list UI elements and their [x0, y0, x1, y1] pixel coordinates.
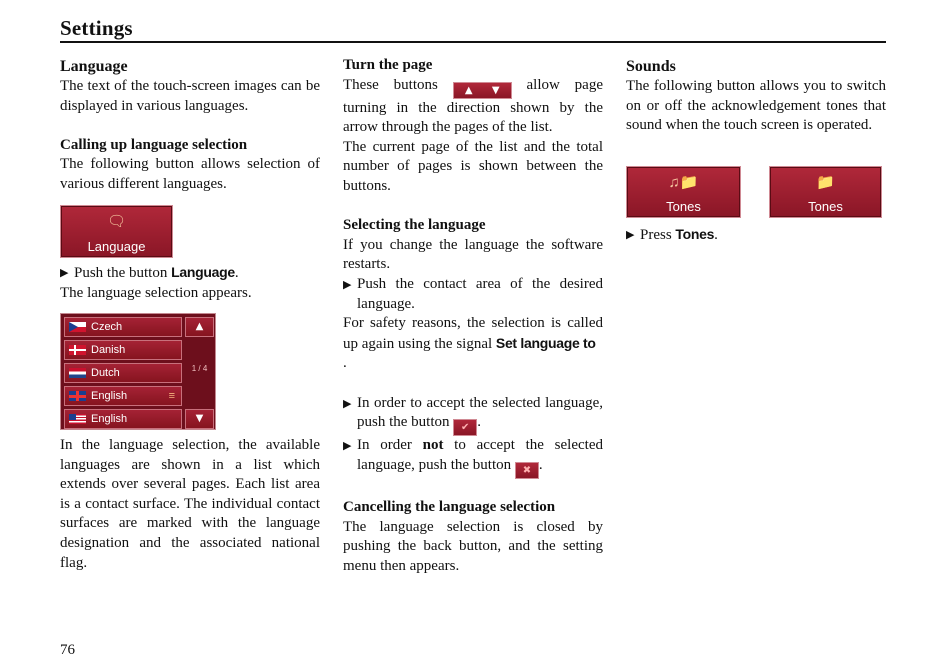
tones-on-label: Tones — [666, 199, 701, 214]
not-accept-instruction: ▶ In order not to accept the selected language, push the button ✖ . — [343, 436, 603, 479]
column-1-push — [60, 263, 320, 303]
language-list-image — [60, 313, 216, 430]
accept-instruction: ▶ In order to accept the selected language, push the button ✔ . — [343, 394, 603, 437]
language-icon: 🗨 — [106, 213, 127, 230]
flag-us-icon — [69, 414, 86, 424]
checkmark-icon: ✔ — [453, 419, 477, 436]
page-indicator: 1 / 4 — [191, 364, 208, 373]
title-rule — [60, 41, 886, 43]
tones-off-label: Tones — [808, 199, 843, 214]
column-2 — [343, 56, 603, 577]
column-1 — [60, 56, 320, 195]
tones-on-icon: ♫📁 — [668, 174, 699, 191]
column-1-bottom — [60, 436, 320, 573]
page-up-button-image: ▲ — [185, 317, 214, 337]
sounds-heading: Sounds — [626, 58, 676, 75]
language-button-image — [60, 205, 173, 258]
cross-icon: ✖ — [515, 462, 539, 479]
language-button-label: Language — [87, 239, 146, 254]
arrow-up-icon: ▲ — [464, 84, 473, 96]
calling-heading: Calling up language selection — [60, 136, 248, 153]
page-down-button-image: ▼ — [185, 409, 214, 429]
safety-text: For safety reasons, the selection is called up again using the signal Set language to . — [343, 315, 603, 372]
current-page-text: The current page of the list and the total number of pages is shown between the buttons. — [343, 138, 603, 194]
flag-danish-icon — [69, 345, 86, 355]
language-text: The text of the touch-screen images can be displayed in various languages. — [60, 78, 320, 114]
list-item: Dutch — [64, 363, 182, 383]
press-tones-instruction: ▶ Press Tones. — [626, 225, 886, 246]
sounds-text: The following button allows you to switch on or off the acknowledgement tones that sound when the touch screen is operated. — [626, 78, 886, 134]
page-number: 76 — [60, 642, 75, 658]
cancel-heading: Cancelling the language selection — [343, 499, 556, 516]
column-3 — [626, 56, 886, 136]
push-language-instruction: ▶ Push the button Language. — [60, 263, 320, 284]
flag-uk-icon — [69, 391, 86, 401]
appears-text: The language selection appears. — [60, 284, 252, 301]
list-item: Danish — [64, 340, 182, 360]
list-item: English — [64, 409, 182, 429]
page-arrows-image — [453, 82, 512, 99]
page-title: Settings — [60, 16, 133, 40]
tones-on-button-image — [626, 166, 741, 218]
push-contact-instruction: ▶ Push the contact area of the desired language. — [343, 275, 603, 314]
column-3-press — [626, 225, 886, 246]
tones-off-icon: 📁 — [816, 174, 835, 191]
arrow-down-icon: ▼ — [491, 84, 500, 96]
list-item: English ≡ — [64, 386, 182, 406]
selecting-text: If you change the language the software restarts. — [343, 236, 603, 273]
list-description: In the language selection, the available languages are shown in a list which extends over several pages. Each list area is a contact surface. The individual contact surfaces are marked with the language designation and the associated national flag. — [60, 437, 320, 571]
flag-dutch-icon — [69, 368, 86, 378]
calling-text: The following button allows selection of various different languages. — [60, 156, 320, 192]
selecting-heading: Selecting the language — [343, 217, 486, 234]
list-item: Czech — [64, 317, 182, 337]
cancel-text: The language selection is closed by pushing the back button, and the setting menu then appears. — [343, 518, 603, 575]
turn-page-heading: Turn the page — [343, 57, 433, 73]
tones-off-button-image — [769, 166, 882, 218]
language-heading: Language — [60, 58, 128, 75]
selected-indicator-icon: ≡ — [168, 390, 175, 402]
flag-czech-icon — [69, 322, 86, 332]
turn-page-text: These buttons ▲ ▼ allow page turning in the direction shown by the arrow through the pages of the list. — [343, 76, 603, 136]
